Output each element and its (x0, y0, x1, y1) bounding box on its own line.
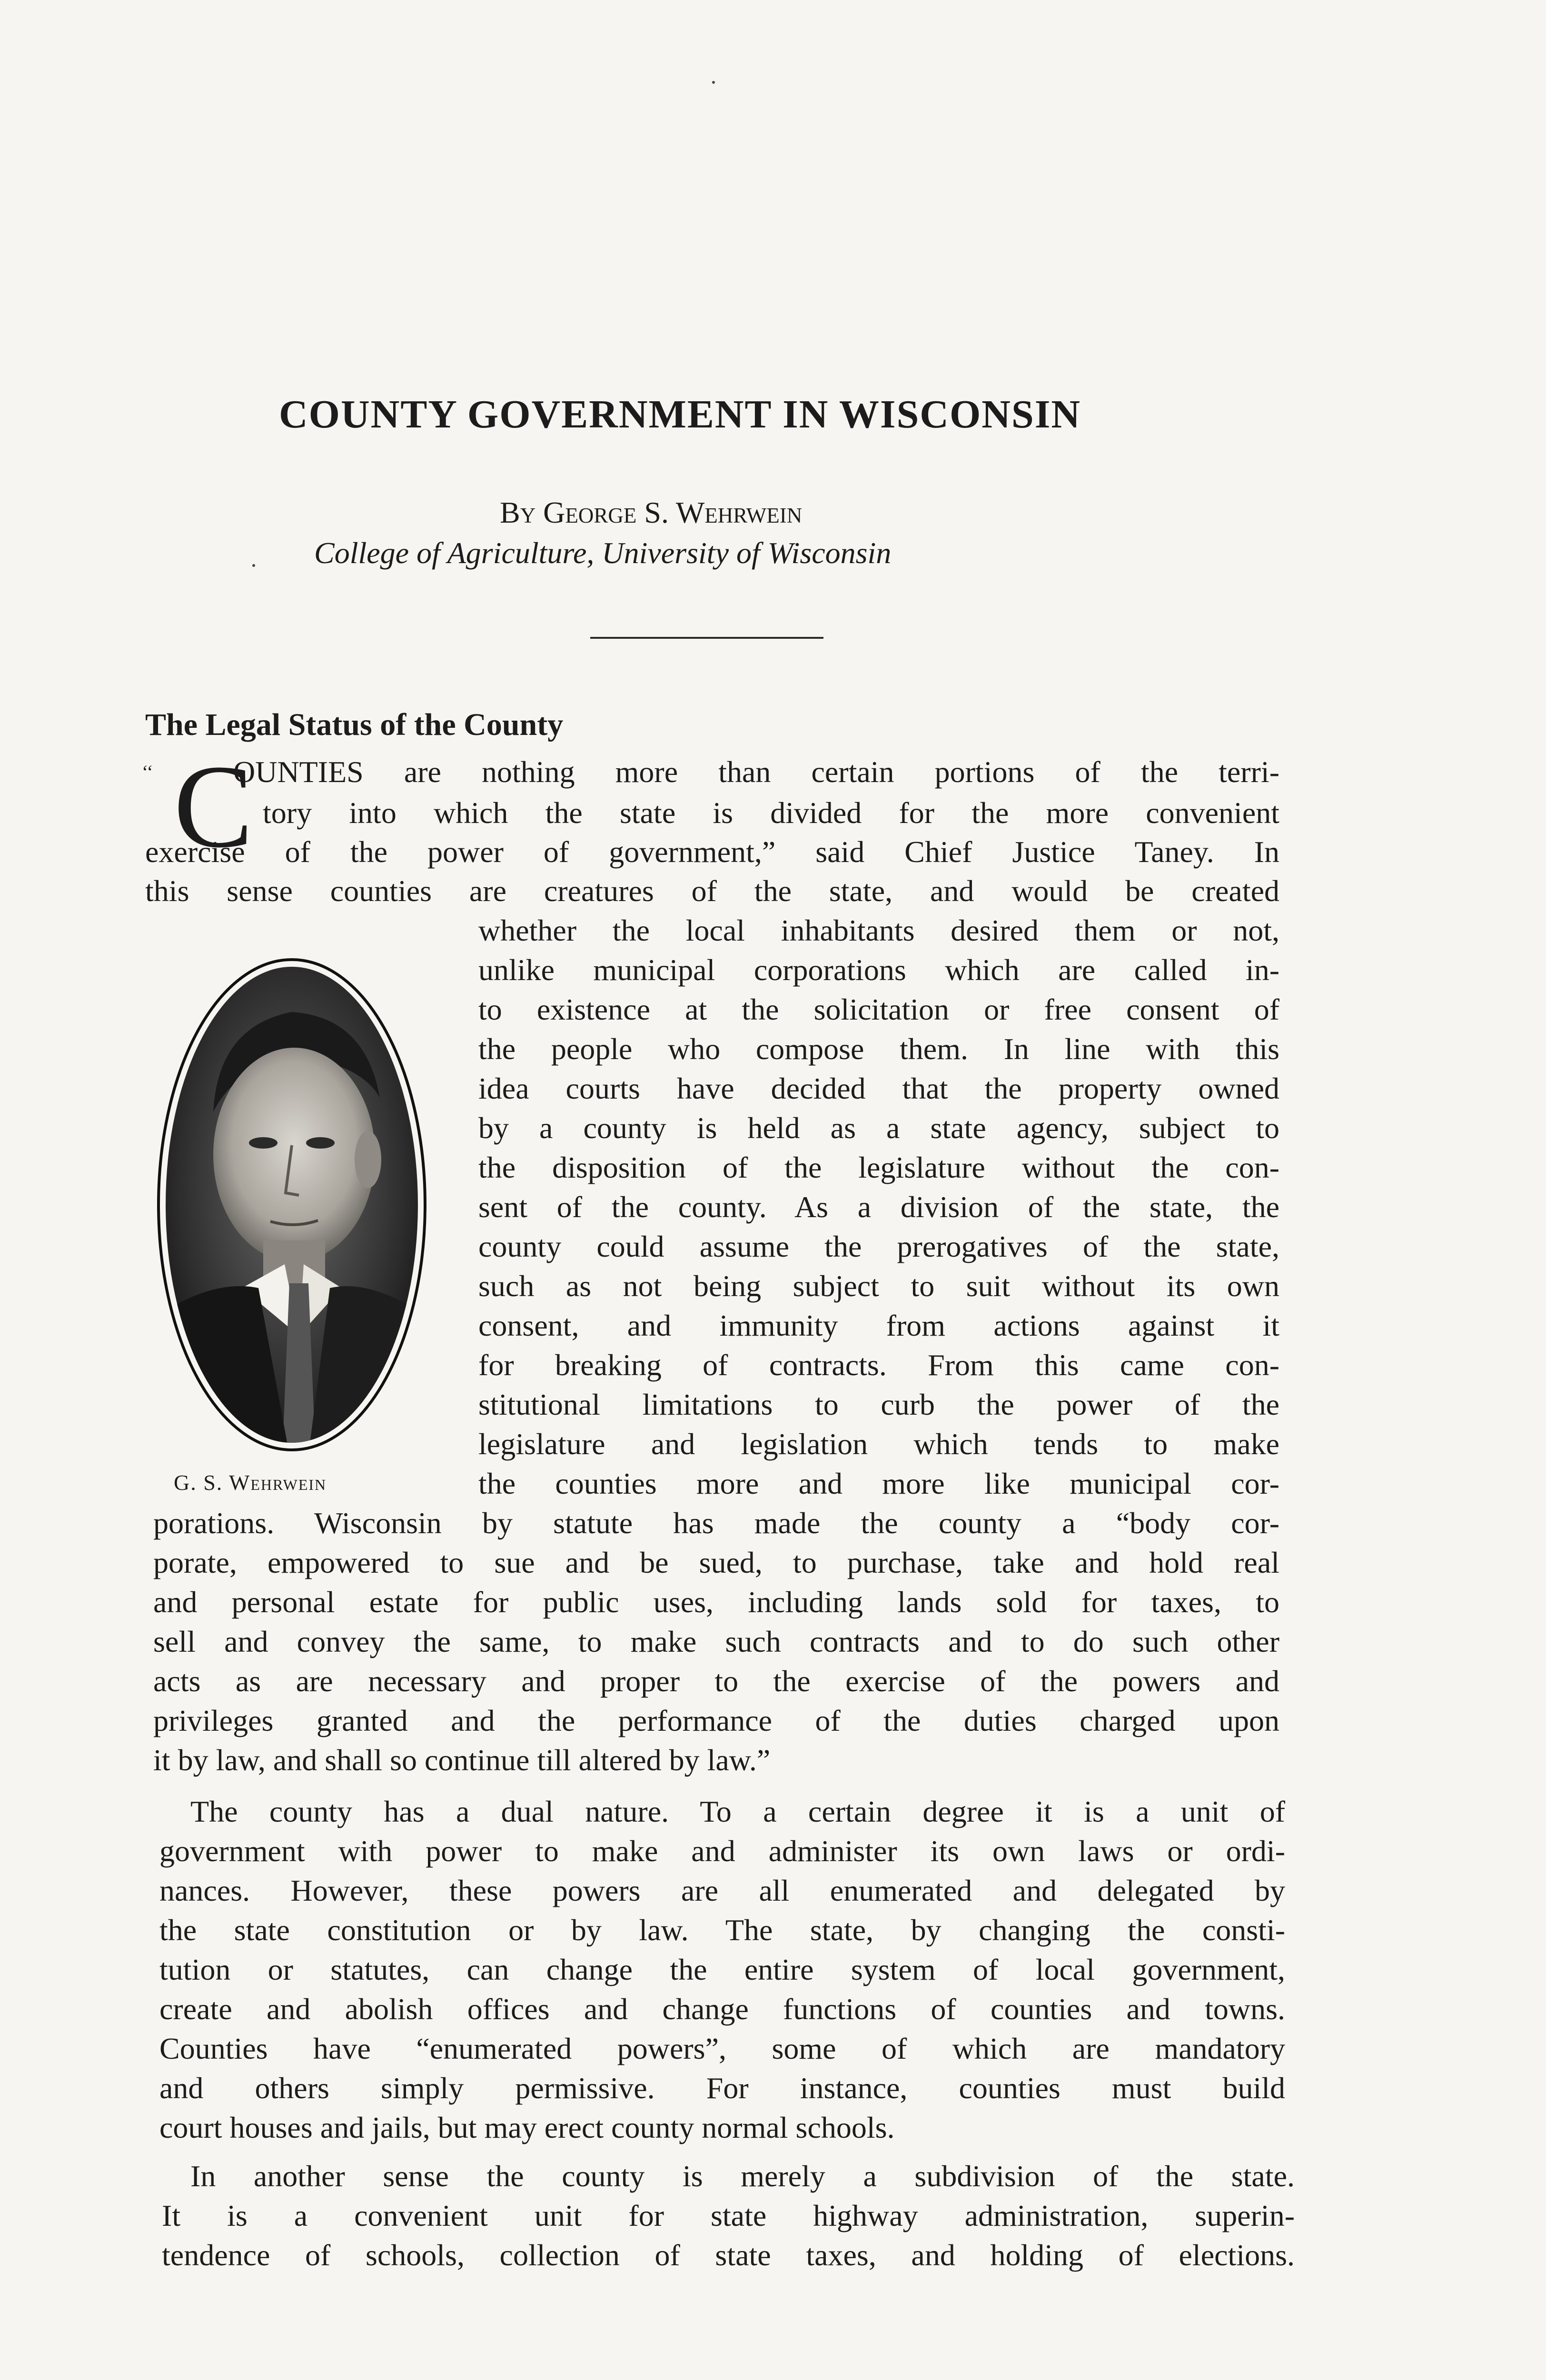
text-line: tendence of schools, collection of state taxes, and holding of elections. (162, 2238, 1295, 2272)
title-divider (590, 637, 823, 639)
text-line: the disposition of the legislature without the con- (478, 1150, 1279, 1184)
section-heading: The Legal Status of the County (145, 707, 564, 742)
text-line: this sense counties are creatures of the state, and would be created (145, 874, 1279, 908)
article-title: COUNTY GOVERNMENT IN WISCONSIN (279, 392, 1081, 436)
text-line: It is a convenient unit for state highway administration, superin- (162, 2199, 1295, 2232)
text-line: such as not being subject to suit without its own (478, 1269, 1279, 1303)
text-line: whether the local inhabitants desired them or not, (478, 913, 1279, 947)
text-line: create and abolish offices and change functions of counties and towns. (159, 1992, 1285, 2026)
text-line: the counties more and more like municipal cor- (478, 1467, 1279, 1500)
print-speck (712, 81, 715, 84)
text-line: it by law, and shall so continue till altered by law.” (153, 1743, 771, 1777)
text-line: privileges granted and the performance of the duties charged upon (153, 1704, 1279, 1737)
text-line: legislature and legislation which tends to make (478, 1427, 1279, 1461)
author-affiliation: College of Agriculture, University of Wisconsin (314, 536, 892, 570)
text-line: the people who compose them. In line with this (478, 1032, 1279, 1066)
text-line: tution or statutes, can change the entire system of local government, (159, 1953, 1285, 1986)
text-line: the state constitution or by law. The state, by changing the consti- (159, 1913, 1285, 1947)
text-line: The county has a dual nature. To a certain degree it is a unit of (190, 1795, 1285, 1828)
print-speck (252, 564, 255, 567)
text-line: sell and convey the same, to make such contracts and to do such other (153, 1625, 1279, 1658)
text-line: stitutional limitations to curb the power of the (478, 1388, 1279, 1421)
text-line: court houses and jails, but may erect county normal schools. (159, 2111, 895, 2144)
text-line: porate, empowered to sue and be sued, to purchase, take and hold real (153, 1546, 1279, 1579)
text-line: consent, and immunity from actions against it (478, 1309, 1279, 1342)
text-line: Counties have “enumerated powers”, some of which are mandatory (159, 2032, 1285, 2065)
text-line: county could assume the prerogatives of the state, (478, 1230, 1279, 1263)
text-line: by a county is held as a state agency, subject to (478, 1111, 1279, 1145)
text-line: and others simply permissive. For instance, counties must build (159, 2071, 1285, 2105)
text-line: porations. Wisconsin by statute has made the county a “body cor- (153, 1506, 1279, 1540)
text-line: nances. However, these powers are all enumerated and delegated by (159, 1874, 1285, 1907)
text-line: exercise of the power of government,” said Chief Justice Taney. In (145, 835, 1279, 869)
author-portrait-photo (156, 955, 427, 1455)
text-line: In another sense the county is merely a subdivision of the state. (190, 2159, 1295, 2193)
drop-cap: C (174, 741, 253, 873)
text-line: and personal estate for public uses, including lands sold for taxes, to (153, 1585, 1279, 1619)
photo-caption: G. S. Wehrwein (174, 1470, 327, 1495)
opening-quote-mark: ‘‘ (142, 761, 153, 783)
text-line: acts as are necessary and proper to the exercise of the powers and (153, 1664, 1279, 1698)
text-line: to existence at the solicitation or free consent of (478, 992, 1279, 1026)
author-byline: By George S. Wehrwein (500, 496, 803, 529)
text-line: government with power to make and administer its own laws or ordi- (159, 1834, 1285, 1868)
text-line: sent of the county. As a division of the state, the (478, 1190, 1279, 1224)
text-line: idea courts have decided that the property owned (478, 1071, 1279, 1105)
text-line: for breaking of contracts. From this came con- (478, 1348, 1279, 1382)
text-line: tory into which the state is divided for the more convenient (263, 796, 1279, 830)
text-line: unlike municipal corporations which are called in- (478, 953, 1279, 987)
text-line: OUNTIES are nothing more than certain portions of the terri- (233, 755, 1279, 789)
